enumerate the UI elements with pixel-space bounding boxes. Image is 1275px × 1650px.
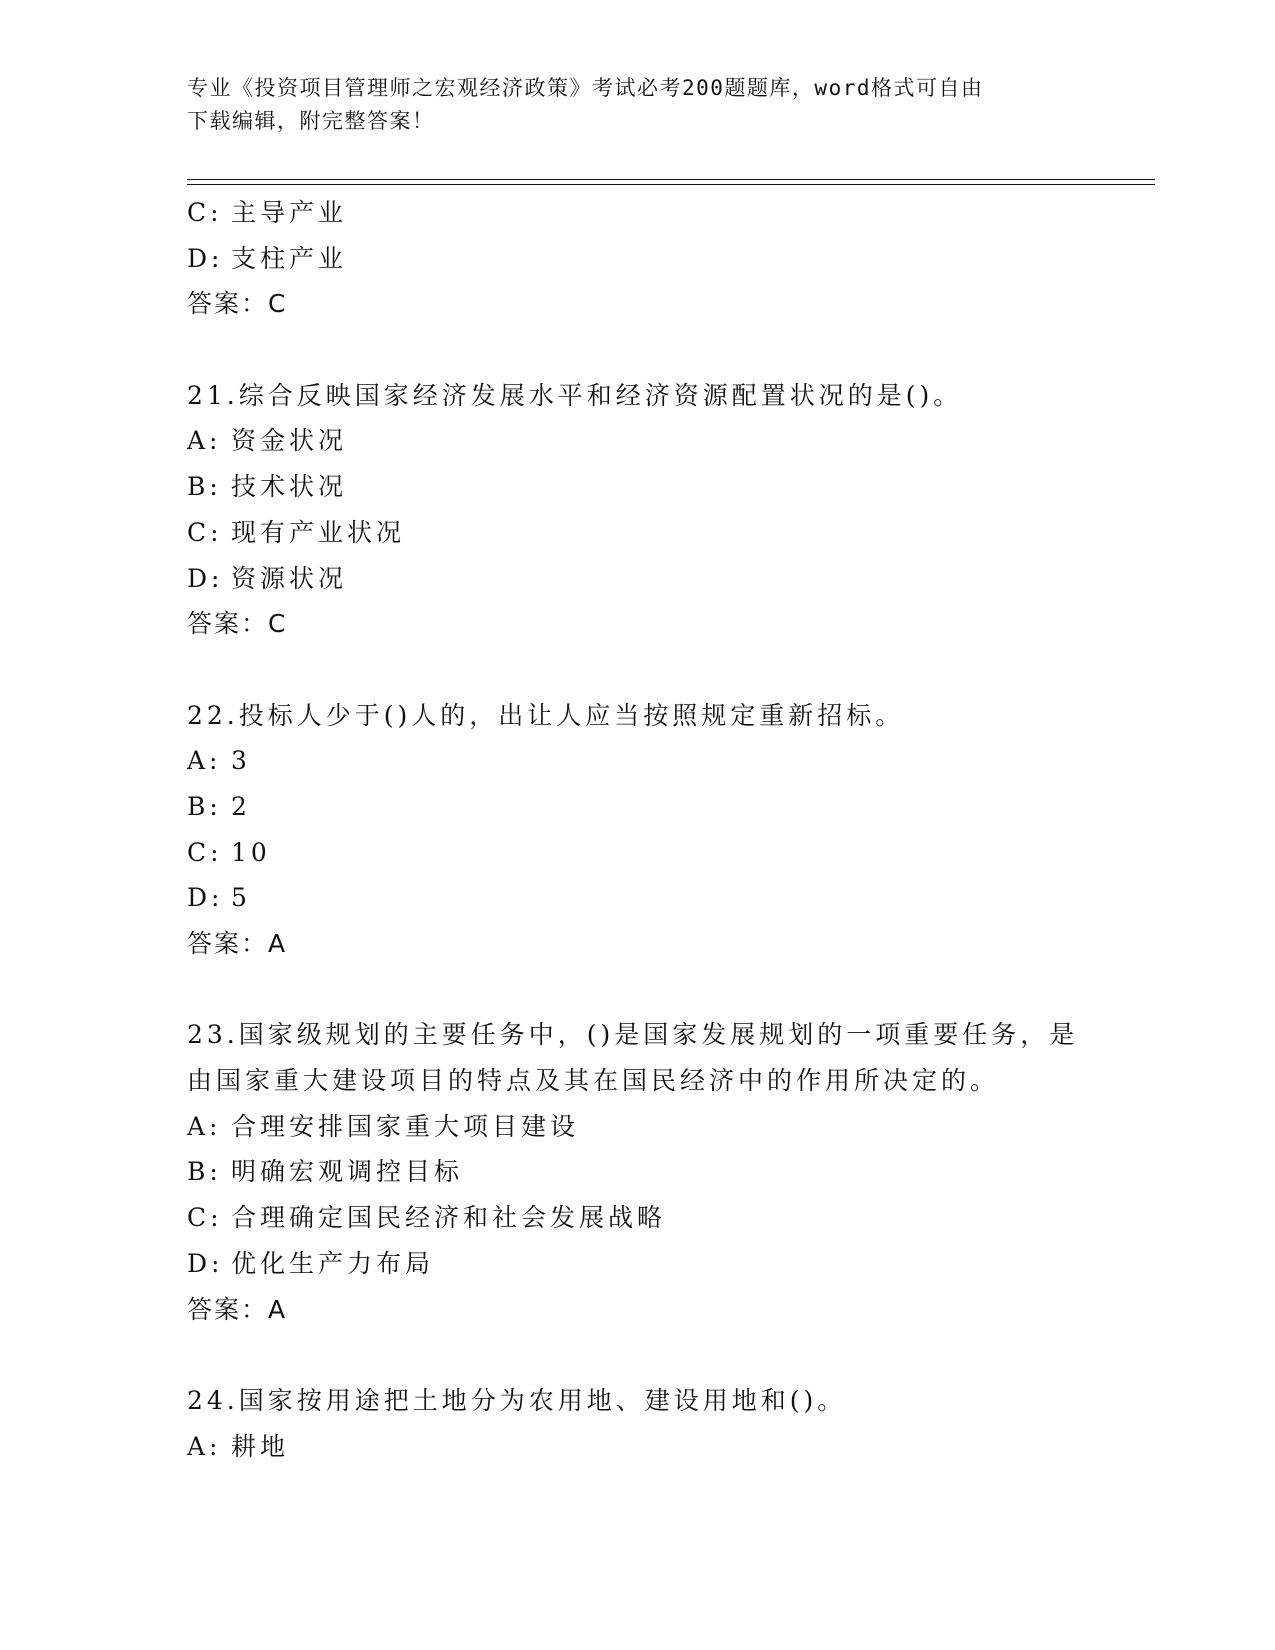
question-22 — [187, 693, 1087, 967]
option-line — [187, 875, 1087, 921]
header-line-2: 下载编辑，附完整答案！ — [187, 109, 435, 133]
option-letter: D: — [187, 883, 224, 913]
question-21 — [187, 373, 1087, 647]
option-letter: A: — [187, 746, 222, 776]
option-line — [187, 1104, 1087, 1150]
header-divider-bottom — [187, 184, 1155, 185]
header-line-1: 专业《投资项目管理师之宏观经济政策》考试必考200题题库，word格式可自由 — [187, 76, 984, 100]
option-letter: D: — [187, 563, 224, 593]
question-stem: 24.国家按用途把土地分为农用地、建设用地和()。 — [187, 1385, 847, 1415]
option-text: 耕地 — [231, 1431, 290, 1461]
question-stem: 23.国家级规划的主要任务中，()是国家发展规划的一项重要任务，是 — [187, 1020, 1079, 1050]
option-letter: C: — [187, 517, 223, 547]
spacer — [187, 327, 1087, 373]
question-stem: 21.综合反映国家经济发展水平和经济资源配置状况的是()。 — [187, 380, 963, 410]
question-stem: 22.投标人少于()人的，出让人应当按照规定重新招标。 — [187, 700, 905, 730]
spacer — [187, 967, 1087, 1013]
option-letter: C: — [187, 1203, 223, 1233]
option-line — [187, 1241, 1087, 1287]
document-header — [187, 72, 1087, 138]
option-letter: D: — [187, 243, 224, 273]
option-line — [187, 738, 1087, 784]
option-text: 优化生产力布局 — [231, 1248, 435, 1278]
question-24 — [187, 1378, 1087, 1469]
option-line — [187, 556, 1087, 602]
option-line — [187, 1424, 1087, 1470]
question-23 — [187, 1012, 1087, 1332]
header-divider-top — [187, 179, 1155, 180]
spacer — [187, 1332, 1087, 1378]
option-letter: C: — [187, 198, 223, 227]
option-text: 3 — [231, 746, 251, 776]
carryover-block — [187, 190, 1087, 327]
option-line — [187, 418, 1087, 464]
option-text: 明确宏观调控目标 — [231, 1157, 464, 1187]
option-text: 支柱产业 — [231, 243, 348, 273]
option-letter: D: — [187, 1248, 224, 1278]
answer-line: 答案：A — [187, 1294, 288, 1324]
option-line — [187, 1149, 1087, 1195]
option-line — [187, 190, 1087, 236]
option-line — [187, 1195, 1087, 1241]
option-line — [187, 830, 1087, 876]
answer-line: 答案：C — [187, 289, 288, 319]
option-line — [187, 464, 1087, 510]
option-line — [187, 236, 1087, 282]
question-list — [187, 190, 1087, 1469]
option-text: 现有产业状况 — [231, 517, 406, 547]
answer-line: 答案：C — [187, 609, 288, 639]
option-text: 2 — [231, 791, 251, 821]
option-line — [187, 510, 1087, 556]
answer-line: 答案：A — [187, 929, 288, 958]
option-text: 资金状况 — [231, 426, 348, 456]
option-letter: A: — [187, 426, 222, 456]
option-text: 技术状况 — [231, 472, 348, 502]
spacer — [187, 647, 1087, 693]
option-text: 主导产业 — [231, 198, 348, 227]
question-stem-continued: 由国家重大建设项目的特点及其在国民经济中的作用所决定的。 — [187, 1066, 1000, 1096]
option-text: 合理确定国民经济和社会发展战略 — [231, 1203, 667, 1233]
option-text: 10 — [231, 837, 271, 867]
option-text: 合理安排国家重大项目建设 — [231, 1111, 580, 1141]
option-letter: A: — [187, 1431, 222, 1461]
option-letter: B: — [187, 791, 222, 821]
option-line — [187, 784, 1087, 830]
option-text: 资源状况 — [231, 563, 348, 593]
option-letter: B: — [187, 1157, 222, 1187]
option-letter: C: — [187, 837, 223, 867]
option-letter: A: — [187, 1111, 222, 1141]
option-text: 5 — [231, 883, 251, 913]
option-letter: B: — [187, 472, 222, 502]
